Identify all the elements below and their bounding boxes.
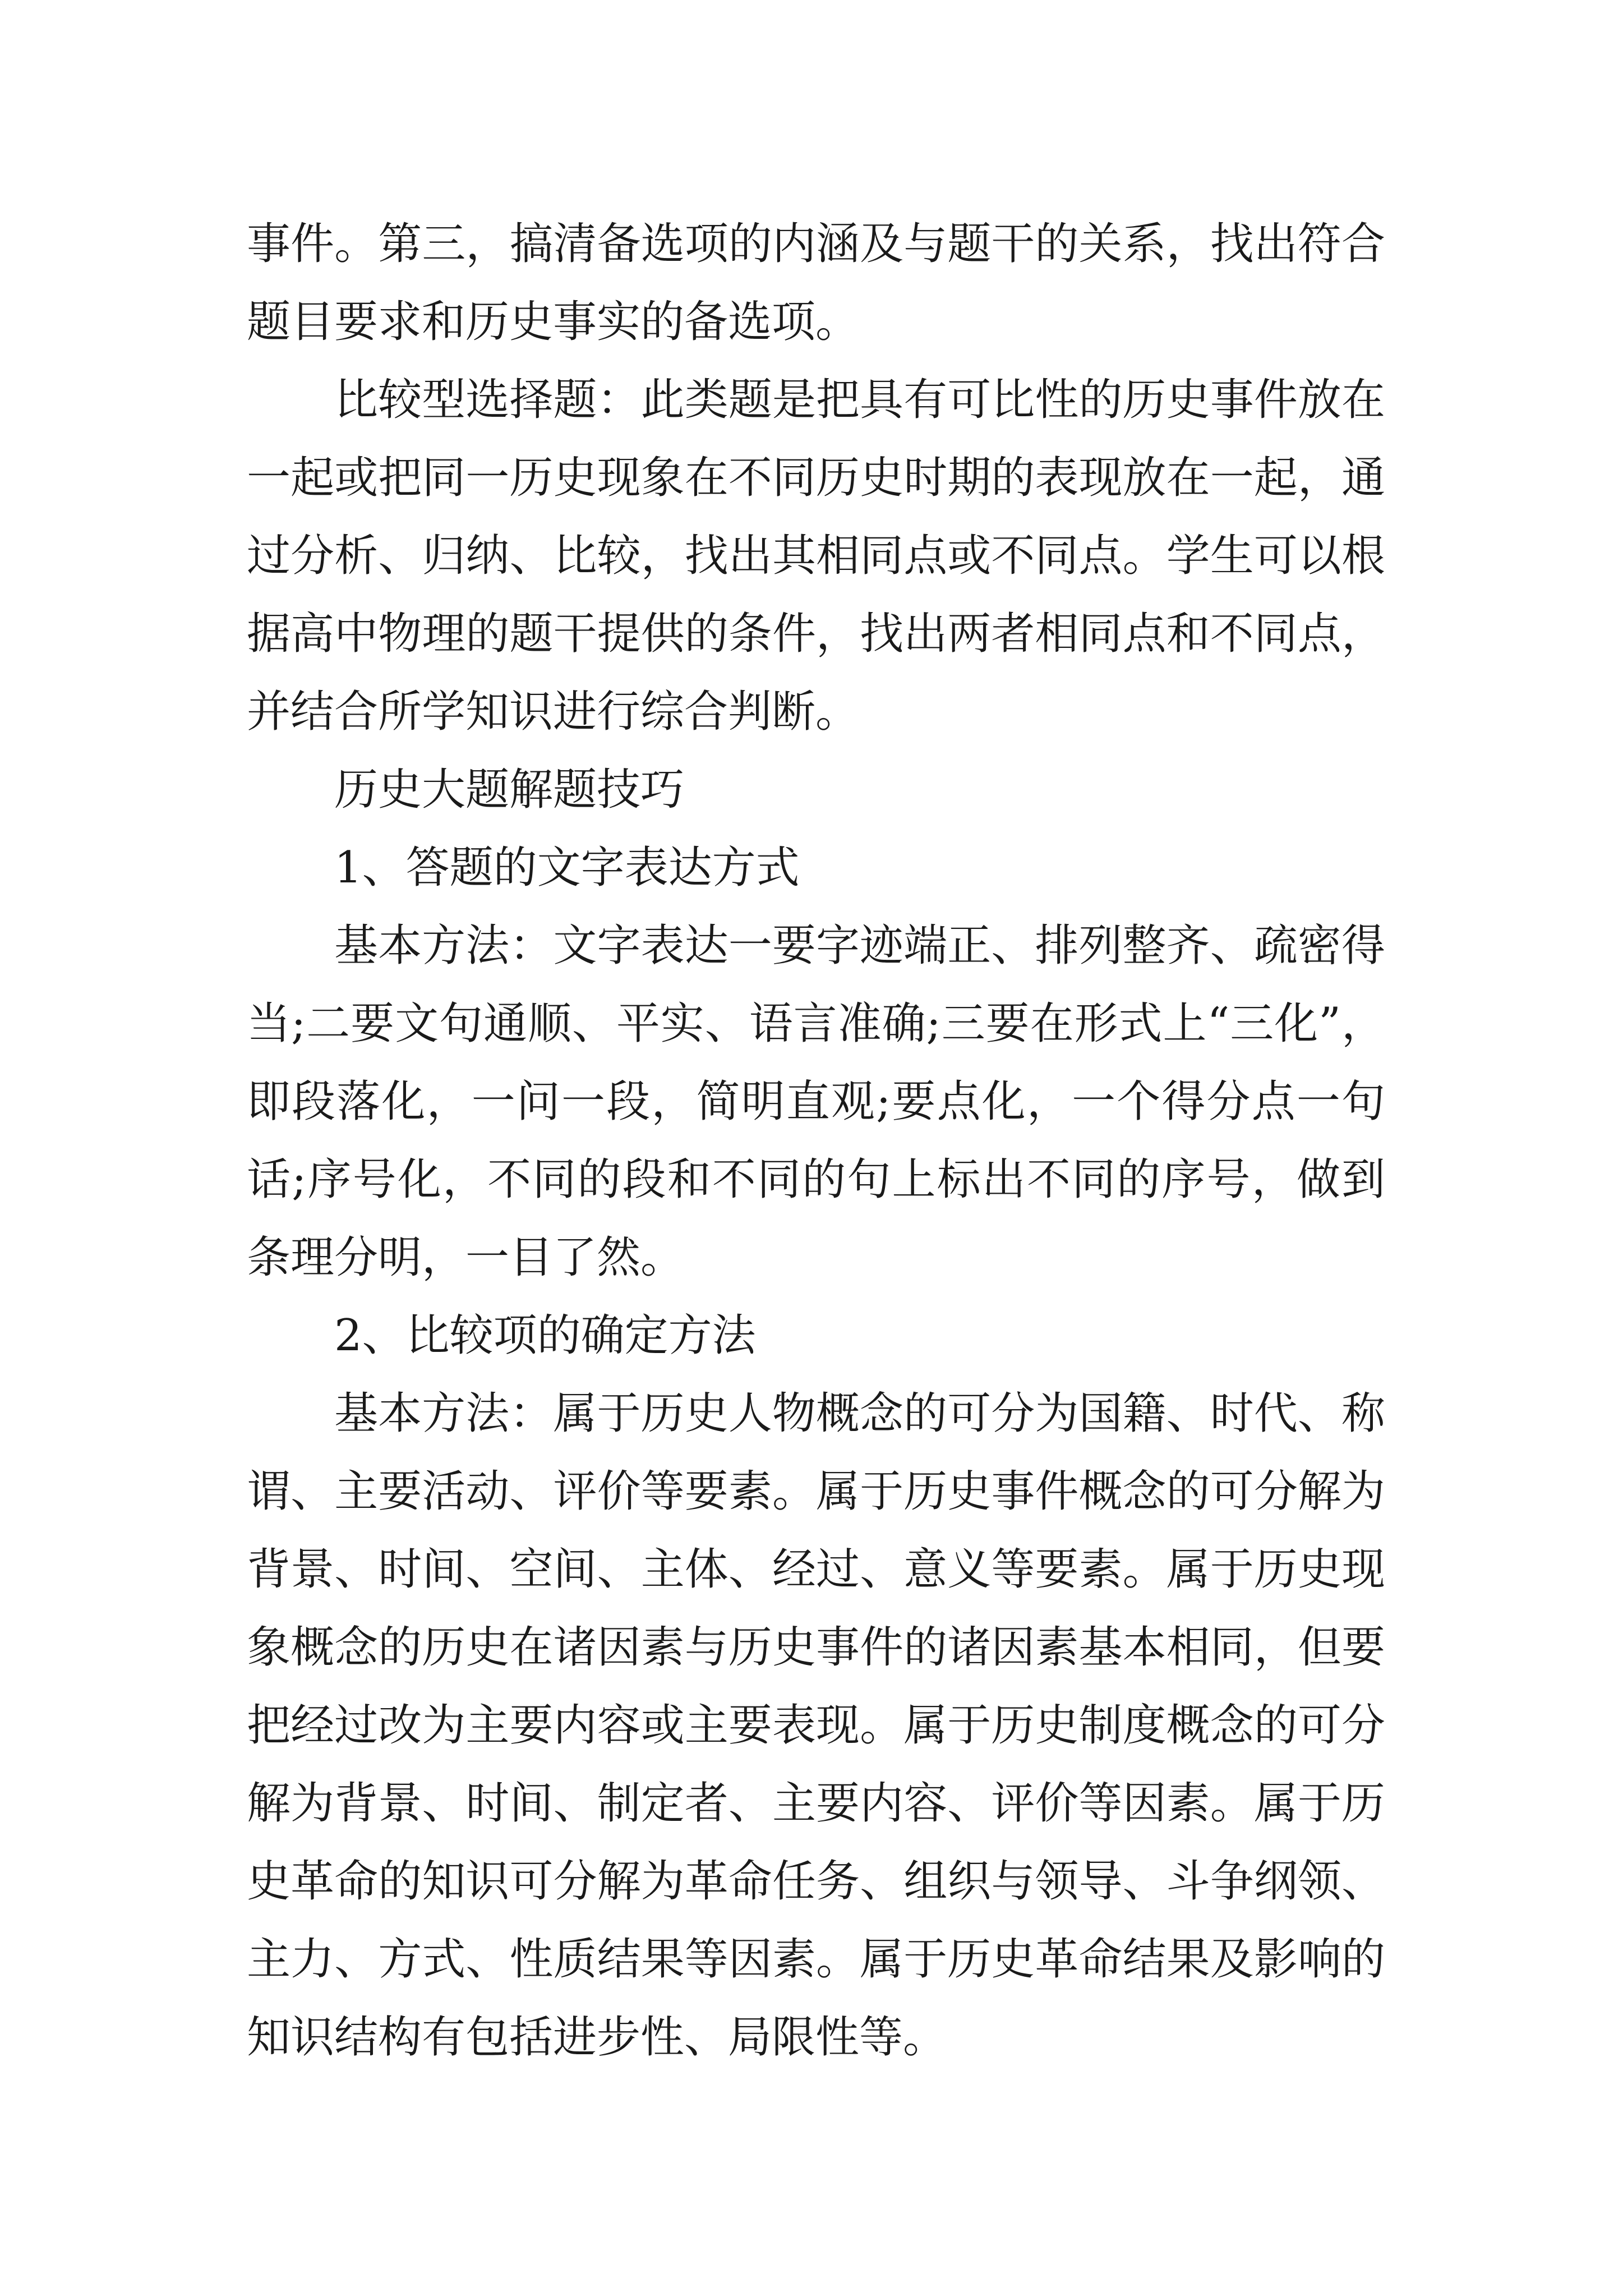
subheading-2: 2、比较项的确定方法 xyxy=(334,1310,756,1361)
subheading-1: 1、答题的文字表达方式 xyxy=(334,843,800,893)
paragraph-method-1: 基本方法：文字表达一要字迹端正、排列整齐、疏密得当;二要文句通顺、平实、语言准确;三要在形式上“三化”，即段落化，一问一段，简明直观;要点化，一个得分点一句话;序号化，不同的段和不同的句上标出不同的序号，做到条理分明，一目了然。 xyxy=(247,921,1385,1283)
paragraph-method-2: 基本方法：属于历史人物概念的可分为国籍、时代、称谓、主要活动、评价等要素。属于历史事件概念的可分解为背景、时间、空间、主体、经过、意义等要素。属于历史现象概念的历史在诸因素与历史事件的诸因素基本相同，但要把经过改为主要内容或主要表现。属于历史制度概念的可分解为背景、时间、制定者、主要内容、评价等因素。属于历史革命的知识可分解为革命任务、组织与领导、斗争纲领、主力、方式、性质结果等因素。属于历史革命结果及影响的知识结构有包括进步性、局限性等。 xyxy=(247,1388,1385,2063)
document-body xyxy=(247,205,1385,2077)
section-heading-techniques: 历史大题解题技巧 xyxy=(334,765,685,815)
paragraph-comparison-questions: 比较型选择题：此类题是把具有可比性的历史事件放在一起或把同一历史现象在不同历史时期的表现放在一起，通过分析、归纳、比较，找出其相同点或不同点。学生可以根据高中物理的题干提供的条件，找出两者相同点和不同点，并结合所学知识进行综合判断。 xyxy=(247,375,1385,737)
paragraph-continuation: 事件。第三，搞清备选项的内涵及与题干的关系，找出符合题目要求和历史事实的备选项。 xyxy=(247,219,1385,347)
